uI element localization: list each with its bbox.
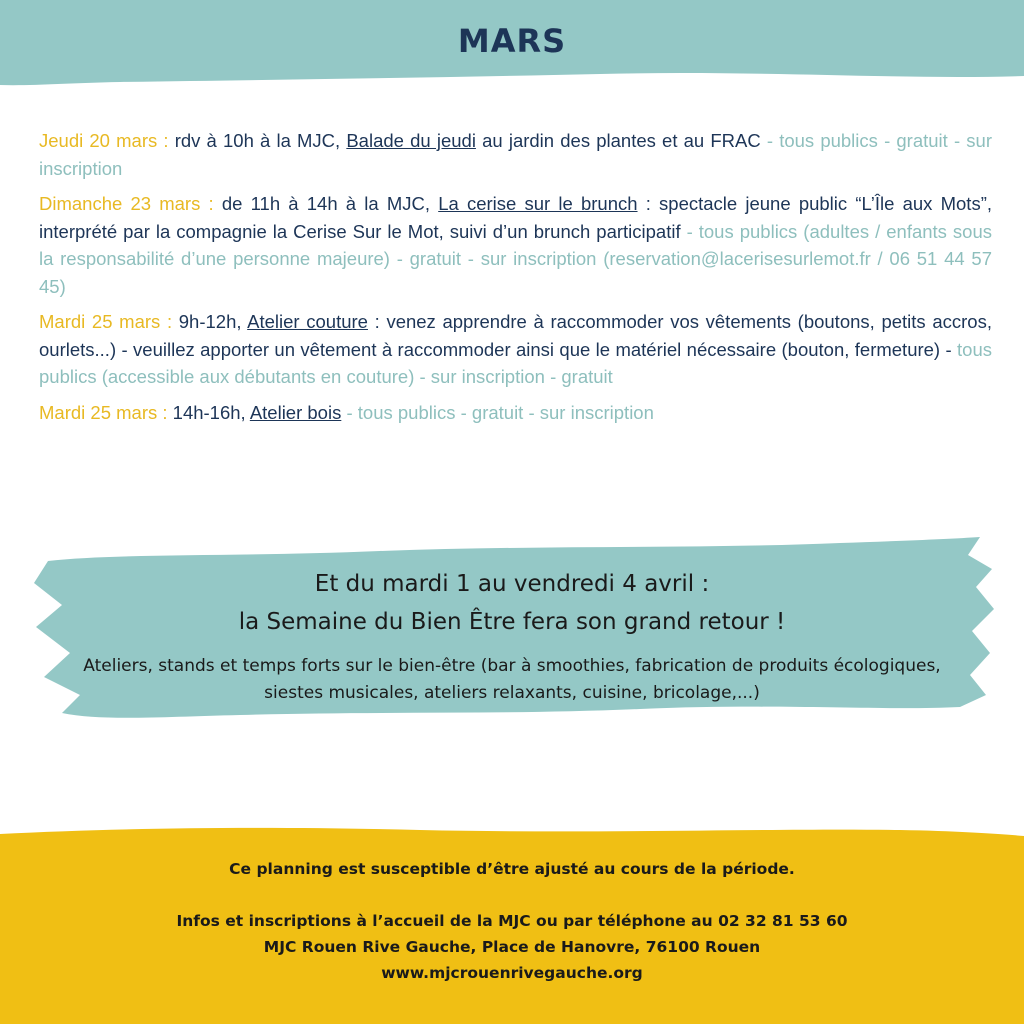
banner-heading-line-1: Et du mardi 1 au vendredi 4 avril : xyxy=(314,571,710,597)
header-band xyxy=(0,0,1024,88)
event-text: : venez apprendre à raccommoder vos vêtements (boutons, petits accros, ourlets...) - veuillez apporter un vêtement à raccommoder ainsi que le matériel nécessaire (bouton, fermeture) - xyxy=(39,311,992,360)
event-link[interactable]: Atelier couture xyxy=(247,311,368,332)
event-link[interactable]: Atelier bois xyxy=(249,401,342,423)
event-link[interactable]: La cerise sur le brunch xyxy=(438,193,638,214)
event-meta: - tous publics - gratuit - sur inscription xyxy=(39,130,992,179)
event-text: de 11h à 14h à la MJC, xyxy=(213,193,439,214)
event-date: Mardi 25 mars : xyxy=(39,401,168,423)
event-text: 9h-12h, xyxy=(172,311,248,332)
event-date: Dimanche 23 mars : xyxy=(39,193,214,214)
footer-content xyxy=(0,856,1024,986)
event-date: Jeudi 20 mars : xyxy=(39,130,169,151)
banner-content xyxy=(60,565,964,707)
contact-info: Infos et inscriptions à l’accueil de la MJC ou par téléphone au 02 32 81 53 60 xyxy=(176,912,848,930)
event-date: Mardi 25 mars : xyxy=(39,311,173,332)
event-item xyxy=(39,190,992,300)
event-text: au jardin des plantes et au FRAC xyxy=(475,130,761,151)
banner-heading-line-2: la Semaine du Bien Être fera son grand retour ! xyxy=(238,609,786,635)
event-item xyxy=(39,127,992,182)
event-text: rdv à 10h à la MJC, xyxy=(168,130,347,151)
event-item xyxy=(39,308,992,391)
event-meta: - tous publics (adultes / enfants sous la responsabilité d’une personne majeure) - gratuit - sur inscription (reservation@lacerisesurlemot.fr / 06 51 44 57 45) xyxy=(39,220,992,297)
event-meta: tous publics (accessible aux débutants en couture) - sur inscription - gratuit xyxy=(39,338,993,387)
footer-band xyxy=(0,824,1024,1024)
event-text: 14h-16h, xyxy=(167,401,250,423)
event-meta: - tous publics - gratuit - sur inscription xyxy=(341,401,654,423)
website-link[interactable]: www.mjcrouenrivegauche.org xyxy=(381,964,643,982)
footer-spacer xyxy=(0,882,1024,908)
event-link[interactable]: Balade du jeudi xyxy=(346,130,476,151)
planning-note: Ce planning est susceptible d’être ajusté au cours de la période. xyxy=(229,860,795,878)
event-item xyxy=(39,399,992,427)
event-text: : spectacle jeune public “L’Île aux Mots”, interprété par la compagnie la Cerise Sur le Mot, suivi d’un brunch participatif xyxy=(39,193,992,242)
event-list xyxy=(39,127,992,434)
address: MJC Rouen Rive Gauche, Place de Hanovre, 76100 Rouen xyxy=(263,938,761,956)
page-title: MARS xyxy=(457,22,567,60)
wellness-week-banner xyxy=(0,535,1024,735)
banner-description: Ateliers, stands et temps forts sur le bien-être (bar à smoothies, fabrication de produits écologiques, siestes musicales, ateliers relaxants, cuisine, bricolage,...) xyxy=(83,656,941,703)
